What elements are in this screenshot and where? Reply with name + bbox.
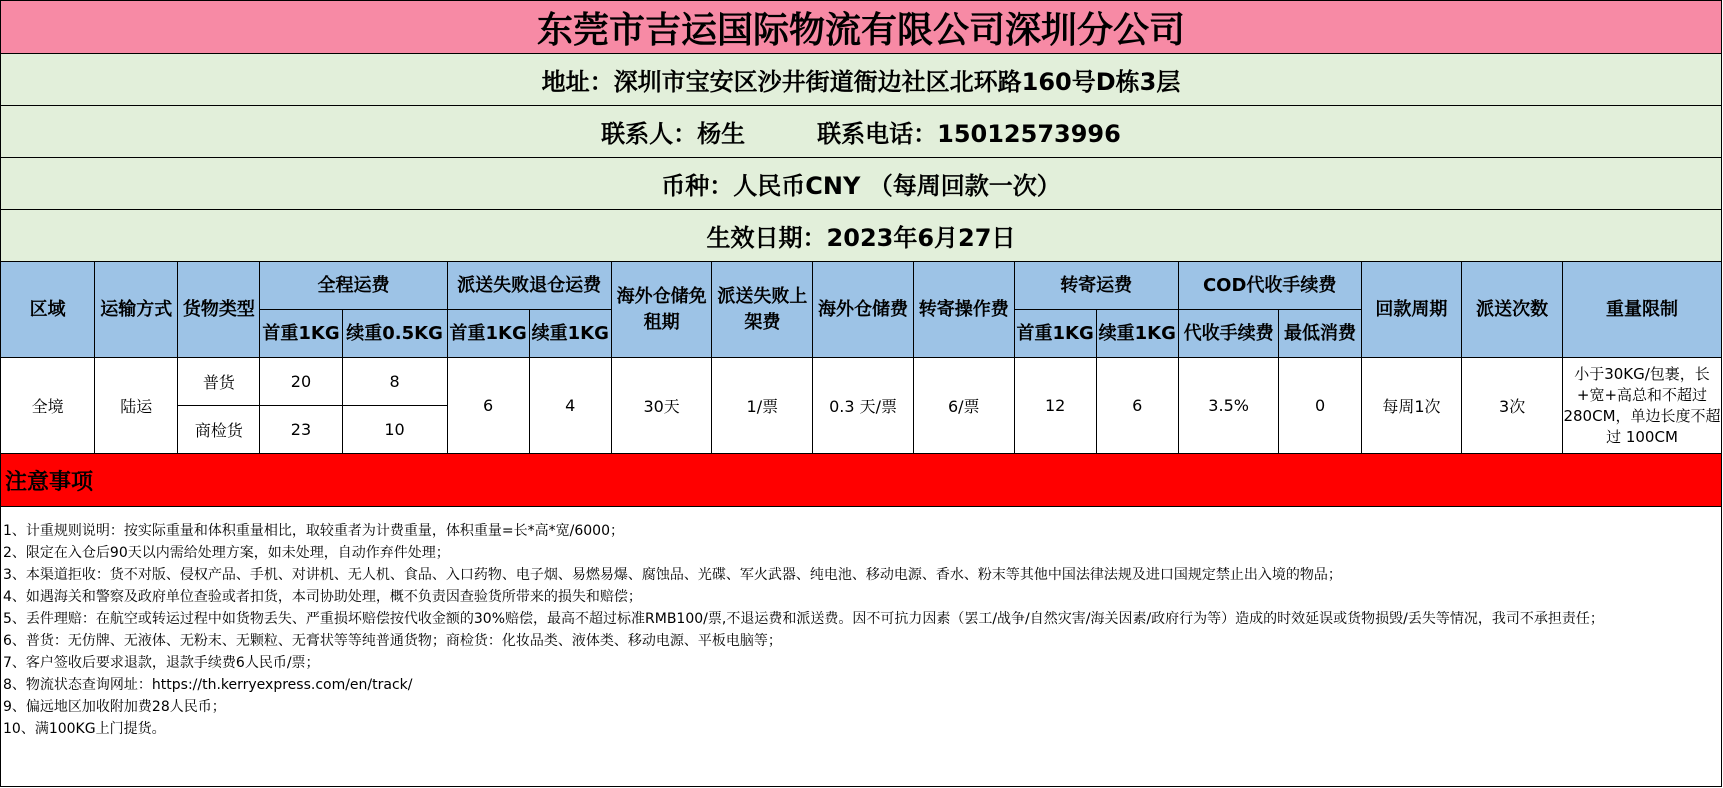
note-item: 10、满100KG上门提货。	[3, 721, 166, 737]
cell-first-1kg: 20	[260, 358, 342, 406]
note-item: 6、普货：无仿牌、无液体、无粉末、无颗粒、无膏状等等纯普通货物；商检货：化妆品类、液体类、移动电源、平板电脑等；	[3, 633, 782, 649]
cell-min-fee: 0	[1279, 358, 1361, 454]
notes-section	[1, 507, 1722, 787]
cell-delivery-times: 3次	[1462, 358, 1563, 454]
cell-forward-cont: 6	[1096, 358, 1178, 454]
cell-storage-fee: 0.3 天/票	[813, 358, 914, 454]
note-item: 8、物流状态查询网址：https://th.kerryexpress.com/en/track/	[3, 677, 413, 693]
note-item: 1、计重规则说明：按实际重量和体积重量相比，取较重者为计费重量，体积重量=长*高*宽/6000；	[3, 523, 624, 539]
cell-first-1kg: 23	[260, 406, 342, 454]
note-item: 3、本渠道拒收：货不对版、侵权产品、手机、对讲机、无人机、食品、入口药物、电子烟、易燃易爆、腐蚀品、光碟、军火武器、纯电池、移动电源、香水、粉末等其他中国法律法规及进口国规定禁止出入境的物品；	[3, 567, 1342, 583]
header-cargo-type: 货物类型	[178, 262, 260, 358]
header-forward-freight: 转寄运费	[1014, 262, 1178, 310]
header-return-first-1kg: 首重1KG	[447, 310, 529, 358]
cell-cod-rate: 3.5%	[1178, 358, 1279, 454]
cell-cargo-type: 商检货	[178, 406, 260, 454]
note-item: 4、如遇海关和警察及政府单位查验或者扣货，本司协助处理，概不负责因查验货所带来的损失和赔偿；	[3, 589, 642, 605]
header-storage-fee: 海外仓储费	[813, 262, 914, 358]
note-item: 7、客户签收后要求退款，退款手续费6人民币/票；	[3, 655, 320, 671]
cell-weight-limit: 小于30KG/包裹，长+宽+高总和不超过280CM，单边长度不超过 100CM	[1562, 358, 1721, 454]
header-return-freight: 派送失败退仓运费	[447, 262, 611, 310]
cell-region: 全境	[1, 358, 95, 454]
header-weight-limit: 重量限制	[1562, 262, 1721, 358]
cell-free-storage: 30天	[611, 358, 712, 454]
table-row	[1, 358, 1722, 406]
header-free-storage: 海外仓储免租期	[611, 262, 712, 358]
effective-date: 生效日期：2023年6月27日	[1, 210, 1722, 262]
note-item: 5、丢件理赔：在航空或转运过程中如货物丢失、严重损坏赔偿按代收金额的30%赔偿，最高不超过标准RMB100/票,不退运费和派送费。因不可抗力因素（罢工/战争/自然灾害/海关因素/政府行为等）造成的时效延误或货物损毁/丢失等情况，我司不承担责任；	[3, 611, 1604, 627]
header-delivery-times: 派送次数	[1462, 262, 1563, 358]
header-forward-op-fee: 转寄操作费	[913, 262, 1014, 358]
header-full-freight: 全程运费	[260, 262, 447, 310]
address-line: 地址：深圳市宝安区沙井街道衙边社区北环路160号D栋3层	[1, 54, 1722, 106]
contact-line: 联系人：杨生 联系电话：15012573996	[1, 106, 1722, 158]
header-first-1kg: 首重1KG	[260, 310, 342, 358]
cell-payment-cycle: 每周1次	[1361, 358, 1462, 454]
cell-return-first: 6	[447, 358, 529, 454]
header-cod-rate: 代收手续费	[1178, 310, 1279, 358]
cell-shelf-fee: 1/票	[712, 358, 813, 454]
header-forward-cont-1kg: 续重1KG	[1096, 310, 1178, 358]
cell-transport: 陆运	[95, 358, 178, 454]
cell-forward-op-fee: 6/票	[913, 358, 1014, 454]
company-title: 东莞市吉运国际物流有限公司深圳分公司	[1, 1, 1722, 54]
header-cont-05kg: 续重0.5KG	[342, 310, 447, 358]
header-transport: 运输方式	[95, 262, 178, 358]
cell-cargo-type: 普货	[178, 358, 260, 406]
note-item: 2、限定在入仓后90天以内需给处理方案，如未处理，自动作弃件处理；	[3, 545, 450, 561]
notice-title: 注意事项	[1, 454, 1722, 507]
cell-forward-first: 12	[1014, 358, 1096, 454]
header-region: 区域	[1, 262, 95, 358]
currency-line: 币种：人民币CNY （每周回款一次）	[1, 158, 1722, 210]
cell-cont-05kg: 10	[342, 406, 447, 454]
note-item: 9、偏远地区加收附加费28人民币；	[3, 699, 226, 715]
header-payment-cycle: 回款周期	[1361, 262, 1462, 358]
header-return-cont-1kg: 续重1KG	[529, 310, 611, 358]
header-min-fee: 最低消费	[1279, 310, 1361, 358]
header-forward-first-1kg: 首重1KG	[1014, 310, 1096, 358]
cell-return-cont: 4	[529, 358, 611, 454]
header-shelf-fee: 派送失败上架费	[712, 262, 813, 358]
header-cod-fee: COD代收手续费	[1178, 262, 1361, 310]
cell-cont-05kg: 8	[342, 358, 447, 406]
